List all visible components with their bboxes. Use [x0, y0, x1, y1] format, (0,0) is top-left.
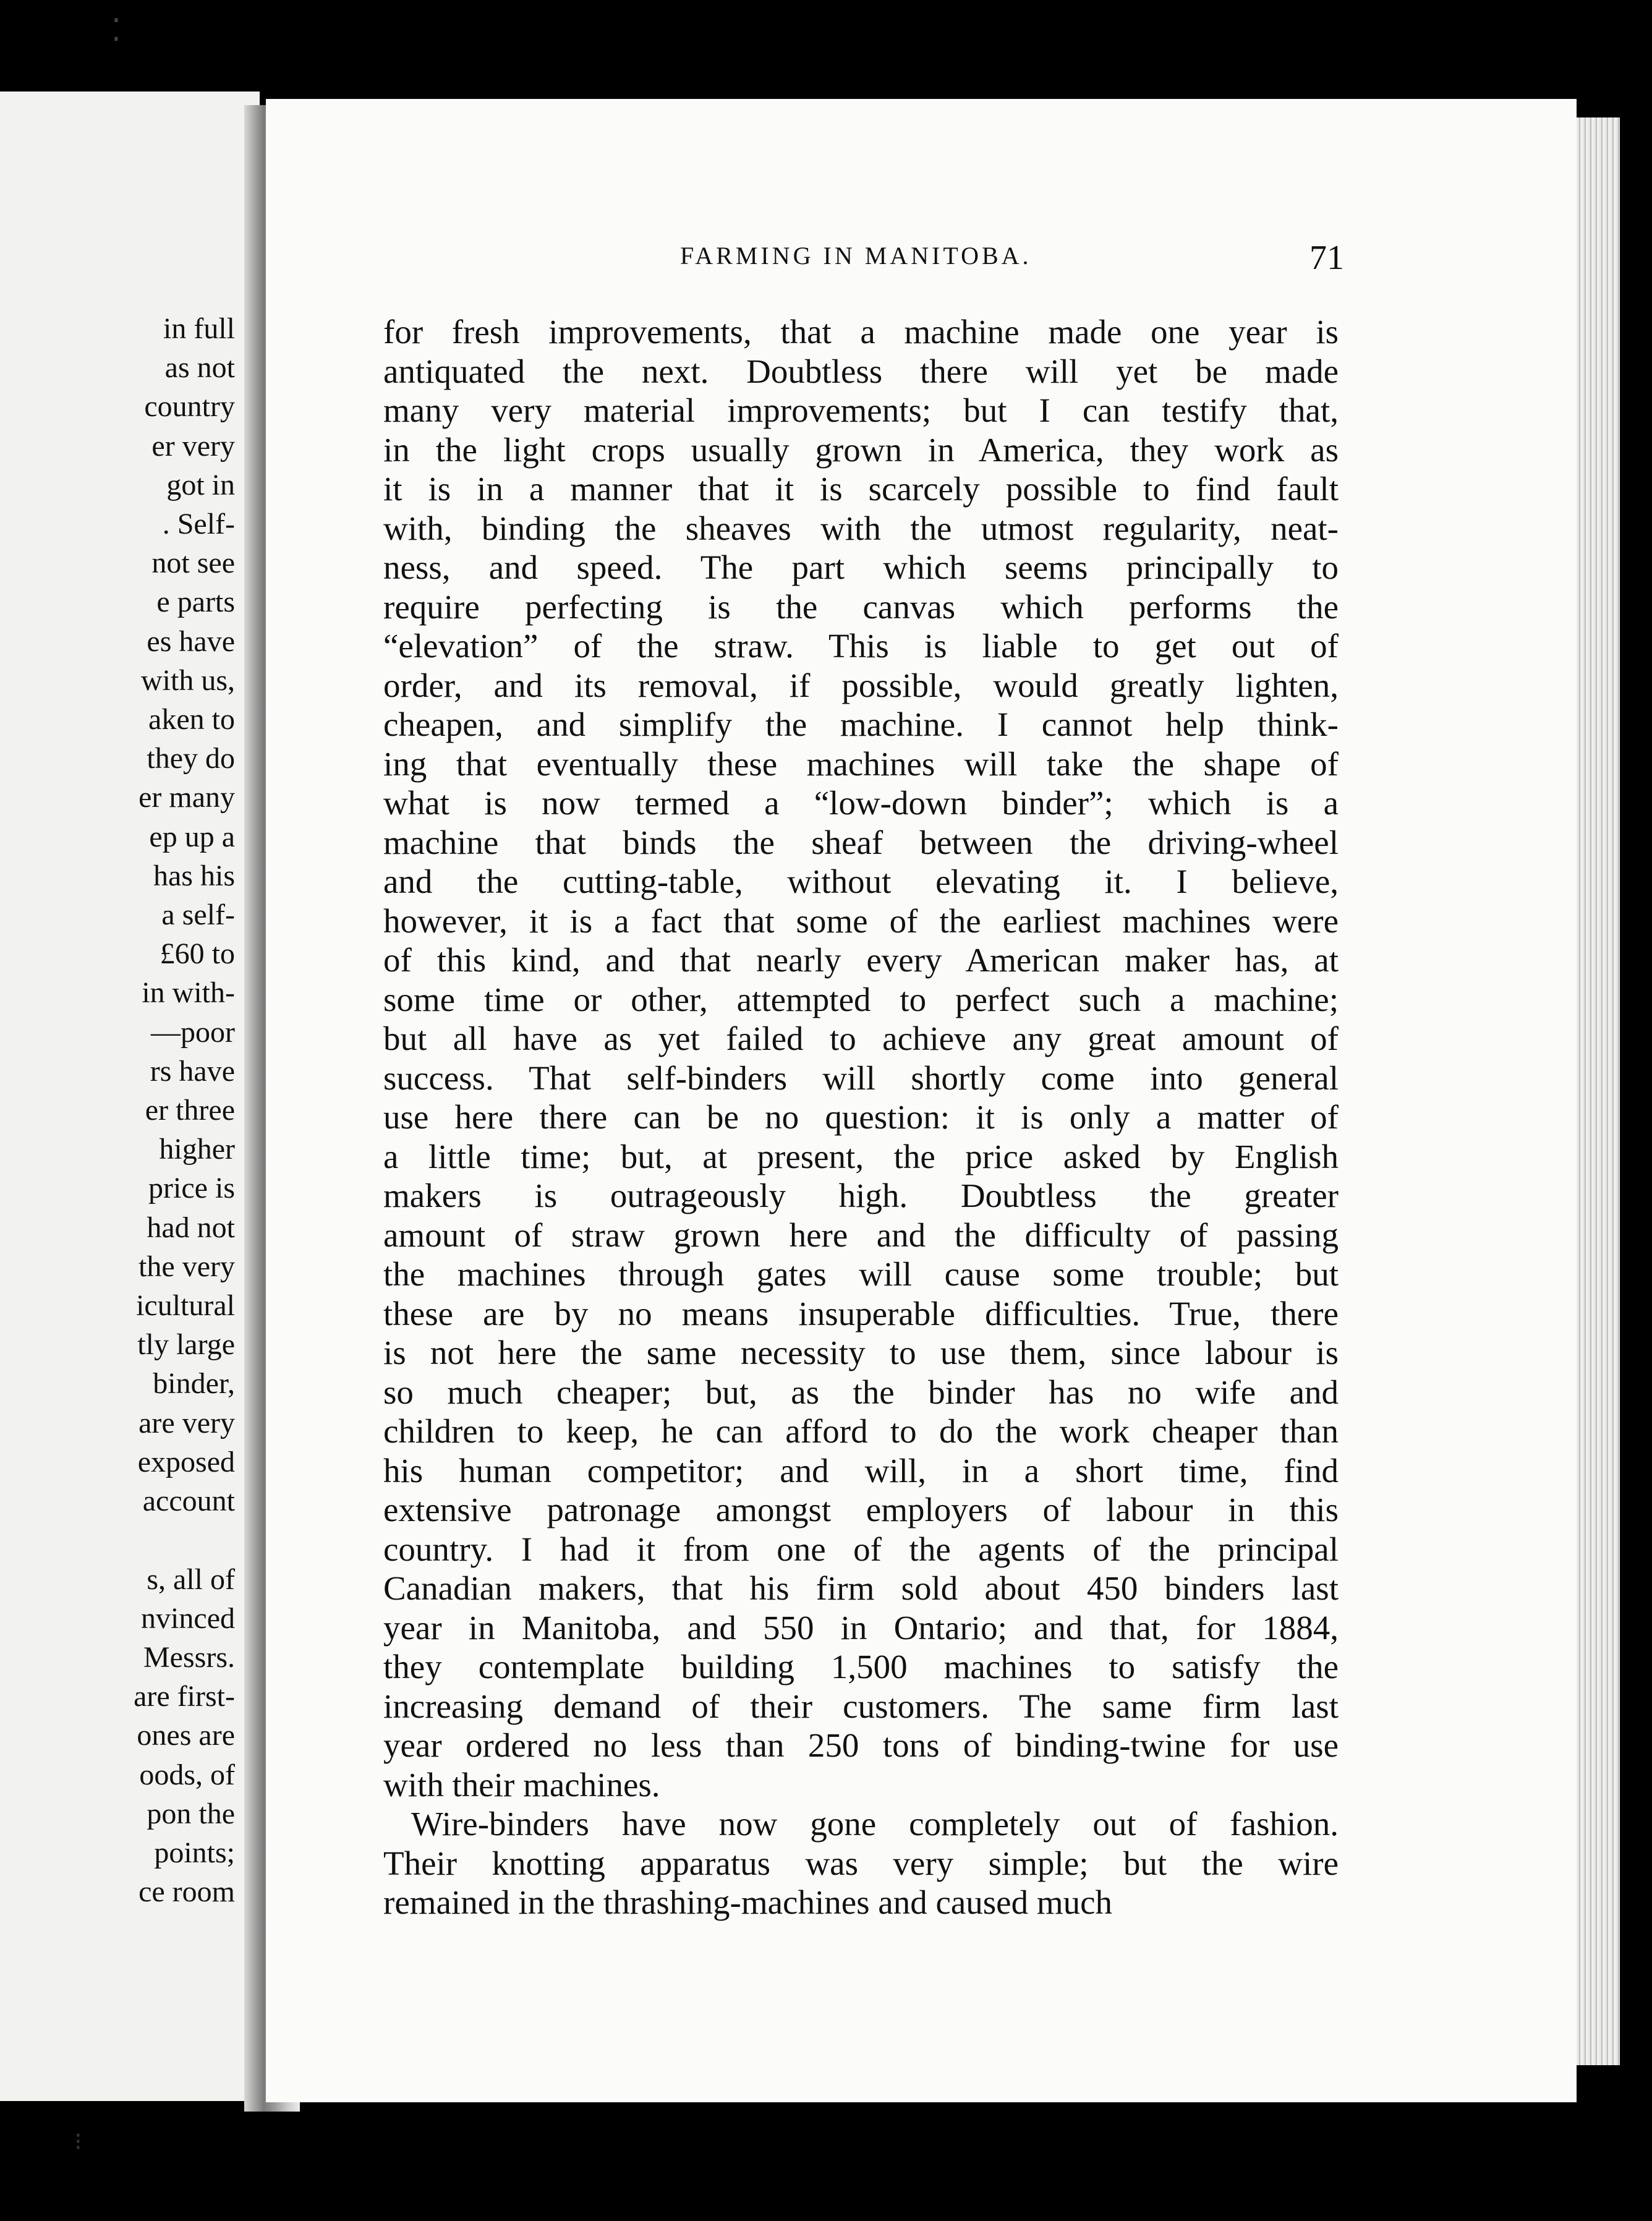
- text-line: these are by no means insuperable difficulties. True, there: [383, 1294, 1339, 1332]
- left-page-line: has his: [153, 859, 235, 892]
- left-page: [0, 92, 260, 2101]
- left-page-line: pon the: [147, 1797, 235, 1830]
- left-page-line: aken to: [148, 703, 235, 736]
- body-text: [383, 312, 1339, 1922]
- left-page-line: £60 to: [160, 937, 235, 971]
- text-line: machine that binds the sheaf between the driving-wheel: [383, 823, 1339, 861]
- left-page-line: in full: [163, 312, 235, 345]
- left-page-line: the very: [138, 1250, 235, 1283]
- text-line: with, binding the sheaves with the utmost regularity, neat-: [383, 509, 1339, 547]
- text-line: but all have as yet failed to achieve any great amount of: [383, 1020, 1339, 1057]
- text-line: however, it is a fact that some of the earliest machines were: [383, 902, 1339, 940]
- text-line: what is now termed a “low-down binder”; which is a: [383, 784, 1339, 822]
- text-line: makers is outrageously high. Doubtless the greater: [383, 1177, 1339, 1214]
- left-page-line: had not: [147, 1211, 235, 1244]
- left-page-line: er three: [145, 1094, 235, 1127]
- text-line: success. That self-binders will shortly come into general: [383, 1059, 1339, 1097]
- text-line: the machines through gates will cause some trouble; but: [383, 1255, 1339, 1293]
- left-page-line: not see: [151, 547, 235, 580]
- text-line: remained in the thrashing-machines and caused much: [383, 1883, 1113, 1921]
- left-page-line: binder,: [153, 1367, 235, 1400]
- text-line: order, and its removal, if possible, would greatly lighten,: [383, 666, 1339, 704]
- left-page-line: Messrs.: [143, 1640, 235, 1674]
- text-line: use here there can be no question: it is only a matter of: [383, 1098, 1339, 1136]
- text-line: a little time; but, at present, the price asked by English: [383, 1137, 1339, 1175]
- text-line: they contemplate building 1,500 machines to satisfy the: [383, 1648, 1339, 1686]
- text-line: Their knotting apparatus was very simple; but the wire: [383, 1844, 1339, 1882]
- left-page-line: —poor: [151, 1015, 235, 1049]
- text-line: children to keep, he can afford to do the work cheaper than: [383, 1412, 1339, 1450]
- left-page-line: es have: [147, 625, 235, 658]
- running-header: FARMING IN MANITOBA.: [680, 242, 1032, 270]
- text-line: it is in a manner that it is scarcely possible to find fault: [383, 470, 1339, 508]
- left-page-line: price is: [148, 1172, 235, 1205]
- left-page-line: country: [144, 390, 235, 424]
- text-line: ness, and speed. The part which seems principally to: [383, 548, 1339, 586]
- left-page-line: exposed: [137, 1445, 235, 1478]
- left-page-line: ones are: [137, 1719, 235, 1752]
- left-page-line: in with-: [142, 976, 235, 1010]
- left-page-line: account: [142, 1485, 235, 1518]
- text-line: “elevation” of the straw. This is liable to get out of: [383, 627, 1339, 665]
- left-page-line: oods, of: [139, 1758, 235, 1791]
- page-number: 71: [1309, 239, 1344, 277]
- text-line: extensive patronage amongst employers of labour in this: [383, 1491, 1339, 1528]
- text-line: country. I had it from one of the agents of the principal: [383, 1530, 1339, 1568]
- text-line: in the light crops usually grown in America, they work as: [383, 430, 1339, 469]
- left-page-line: as not: [164, 351, 235, 385]
- left-page-line: er many: [138, 781, 235, 814]
- left-page-line: e parts: [156, 586, 235, 619]
- left-page-line: they do: [147, 742, 235, 775]
- left-page-line: tly large: [137, 1328, 235, 1362]
- left-page-line: are very: [138, 1406, 235, 1439]
- left-page-line: [134, 1520, 235, 1559]
- left-page-text: [134, 309, 235, 1911]
- left-page-line: are first-: [134, 1680, 235, 1713]
- text-line: and the cutting-table, without elevating it. I believe,: [383, 863, 1339, 900]
- text-line: year ordered no less than 250 tons of binding-twine for use: [383, 1726, 1339, 1764]
- text-line: year in Manitoba, and 550 in Ontario; and that, for 1884,: [383, 1608, 1339, 1647]
- left-page-line: points;: [154, 1836, 235, 1869]
- text-line: Wire-binders have now gone completely out of fashion.: [411, 1805, 1339, 1843]
- text-line: many very material improvements; but I can testify that,: [383, 391, 1339, 429]
- scan-speck-bottom: ⁝: [74, 2128, 82, 2155]
- text-line: for fresh improvements, that a machine made one year is: [383, 313, 1339, 351]
- left-page-line: icultural: [136, 1289, 235, 1323]
- left-page-line: a self-: [161, 898, 235, 932]
- left-page-line: ce room: [138, 1875, 235, 1909]
- text-line: his human competitor; and will, in a short time, find: [383, 1451, 1339, 1490]
- text-line: of this kind, and that nearly every American maker has, at: [383, 941, 1339, 979]
- text-line: with their machines.: [383, 1765, 660, 1804]
- text-line: Canadian makers, that his firm sold about 450 binders last: [383, 1569, 1339, 1607]
- left-page-line: s, all of: [147, 1562, 235, 1596]
- text-line: ing that eventually these machines will take the shape of: [383, 744, 1339, 783]
- text-line: require perfecting is the canvas which performs the: [383, 587, 1339, 626]
- text-line: some time or other, attempted to perfect such a machine;: [383, 980, 1339, 1018]
- text-line: amount of straw grown here and the difficulty of passing: [383, 1216, 1339, 1254]
- left-page-line: er very: [151, 429, 235, 463]
- scan-speck: ⁚: [111, 13, 121, 48]
- left-page-line: rs have: [150, 1054, 235, 1088]
- left-page-line: higher: [159, 1133, 235, 1166]
- left-page-line: ep up a: [149, 820, 235, 853]
- text-line: cheapen, and simplify the machine. I cannot help think-: [383, 706, 1339, 743]
- text-line: is not here the same necessity to use them, since labour is: [383, 1334, 1339, 1371]
- left-page-line: . Self-: [162, 508, 235, 541]
- text-line: increasing demand of their customers. The same firm last: [383, 1687, 1339, 1725]
- left-page-line: nvinced: [141, 1601, 235, 1635]
- text-line: so much cheaper; but, as the binder has no wife and: [383, 1373, 1339, 1411]
- left-page-line: got in: [166, 468, 235, 501]
- text-line: antiquated the next. Doubtless there will yet be made: [383, 352, 1339, 390]
- left-page-line: with us,: [140, 663, 235, 697]
